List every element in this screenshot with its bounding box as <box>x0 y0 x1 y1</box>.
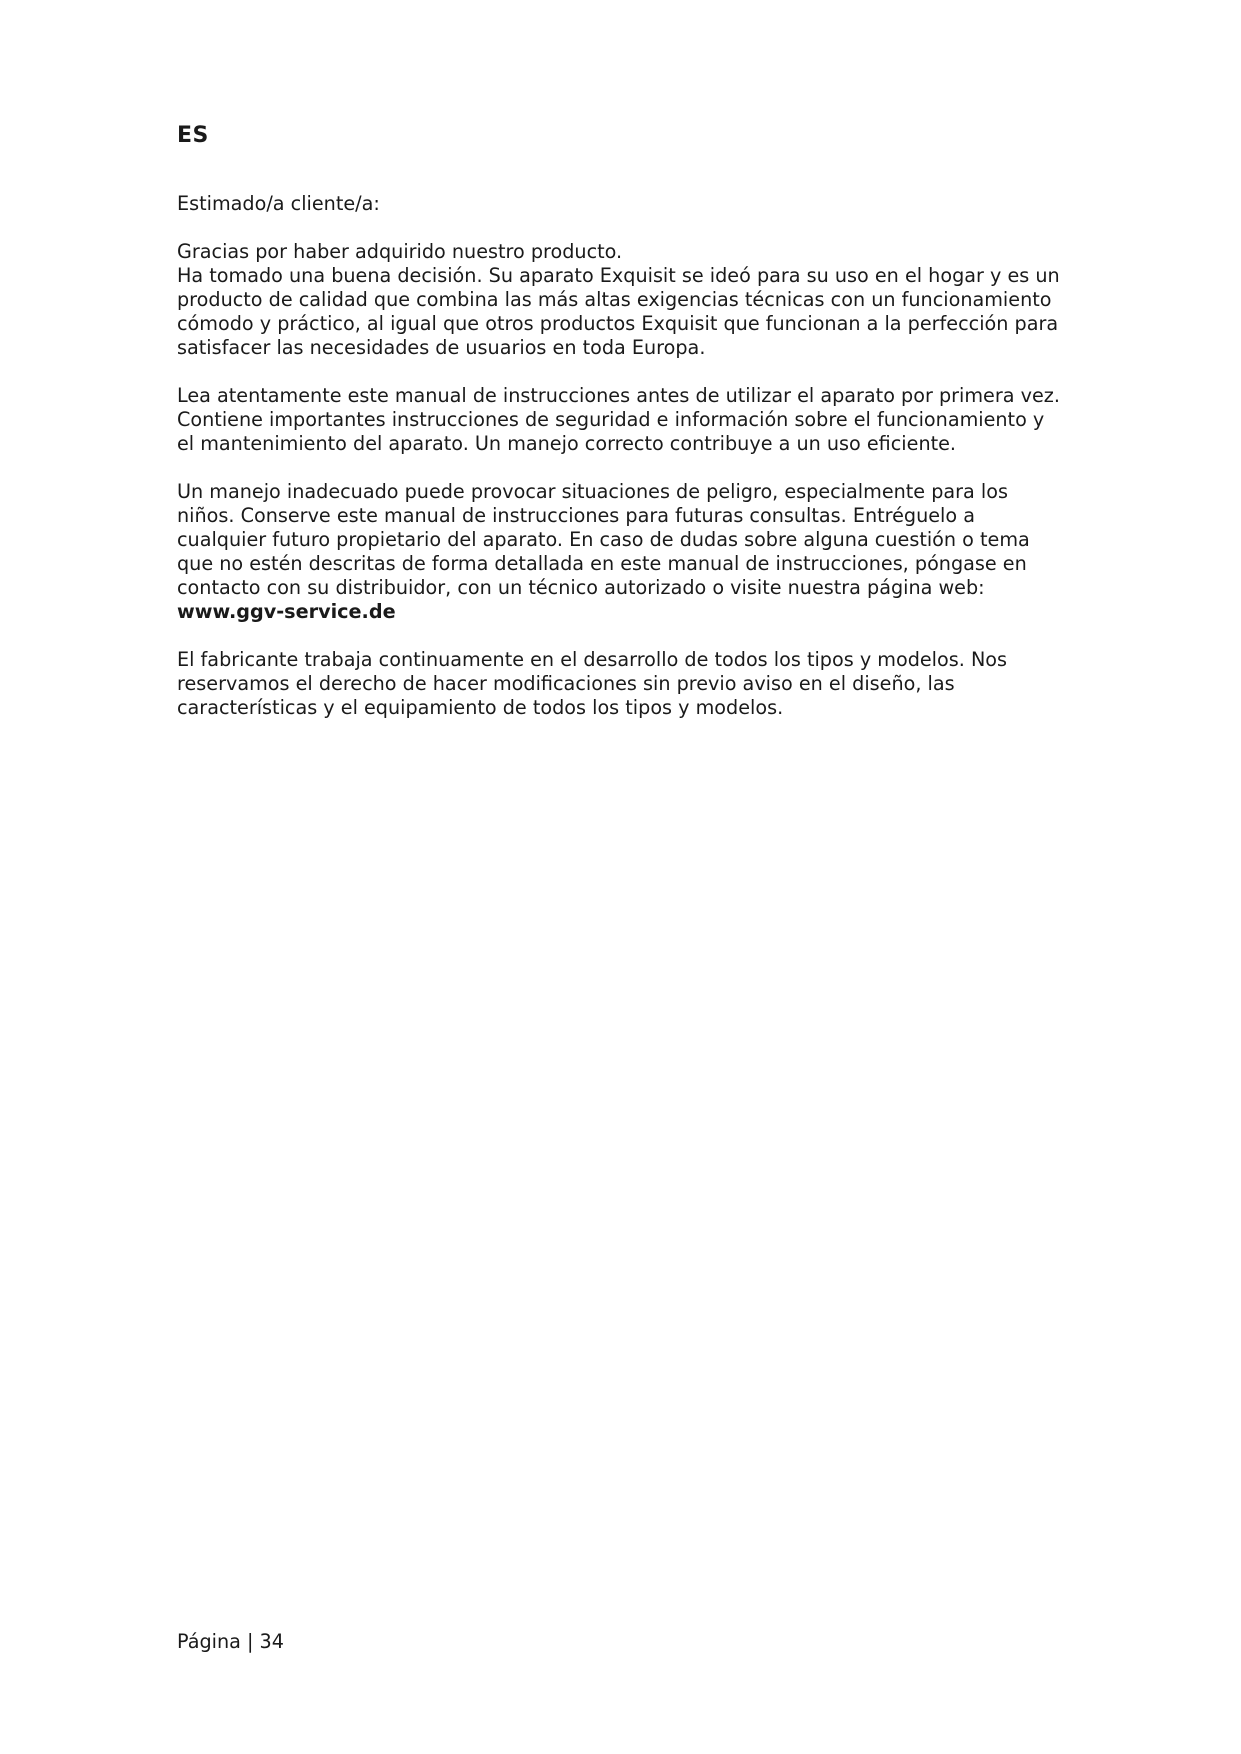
website-link[interactable]: www.ggv-service.de <box>177 600 396 623</box>
document-body <box>177 192 1067 720</box>
manufacturer-paragraph: El fabricante trabaja continuamente en el desarrollo de todos los tipos y modelos. Nos reservamos el derecho de hacer modificaciones sin previo aviso en el diseño, las características y el equipamiento de todos los tipos y modelos. <box>177 648 1008 719</box>
intro-line: Gracias por haber adquirido nuestro producto. <box>177 240 623 263</box>
instructions-paragraph: Lea atentamente este manual de instrucciones antes de utilizar el aparato por primera vez. Contiene importantes instrucciones de seguridad e información sobre el funcionamiento y el mantenimiento del aparato. Un manejo correcto contribuye a un uso eficiente. <box>177 384 1060 455</box>
safety-paragraph: Un manejo inadecuado puede provocar situaciones de peligro, especialmente para los niños. Conserve este manual de instrucciones para futuras consultas. Entréguelo a cualquier futuro propietario del aparato. En caso de dudas sobre alguna cuestión o tema que no estén descritas de forma detallada en este manual de instrucciones, póngase en contacto con su distribuidor, con un técnico autorizado o visite nuestra página web: <box>177 480 1030 599</box>
intro-paragraph: Ha tomado una buena decisión. Su aparato Exquisit se ideó para su uso en el hogar y es un producto de calidad que combina las más altas exigencias técnicas con un funcionamiento cómodo y práctico, al igual que otros productos Exquisit que funcionan a la perfección para satisfacer las necesidades de usuarios en toda Europa. <box>177 264 1060 359</box>
language-code-heading: ES <box>177 123 209 148</box>
page-number: Página | 34 <box>177 1630 284 1653</box>
salutation: Estimado/a cliente/a: <box>177 192 380 215</box>
